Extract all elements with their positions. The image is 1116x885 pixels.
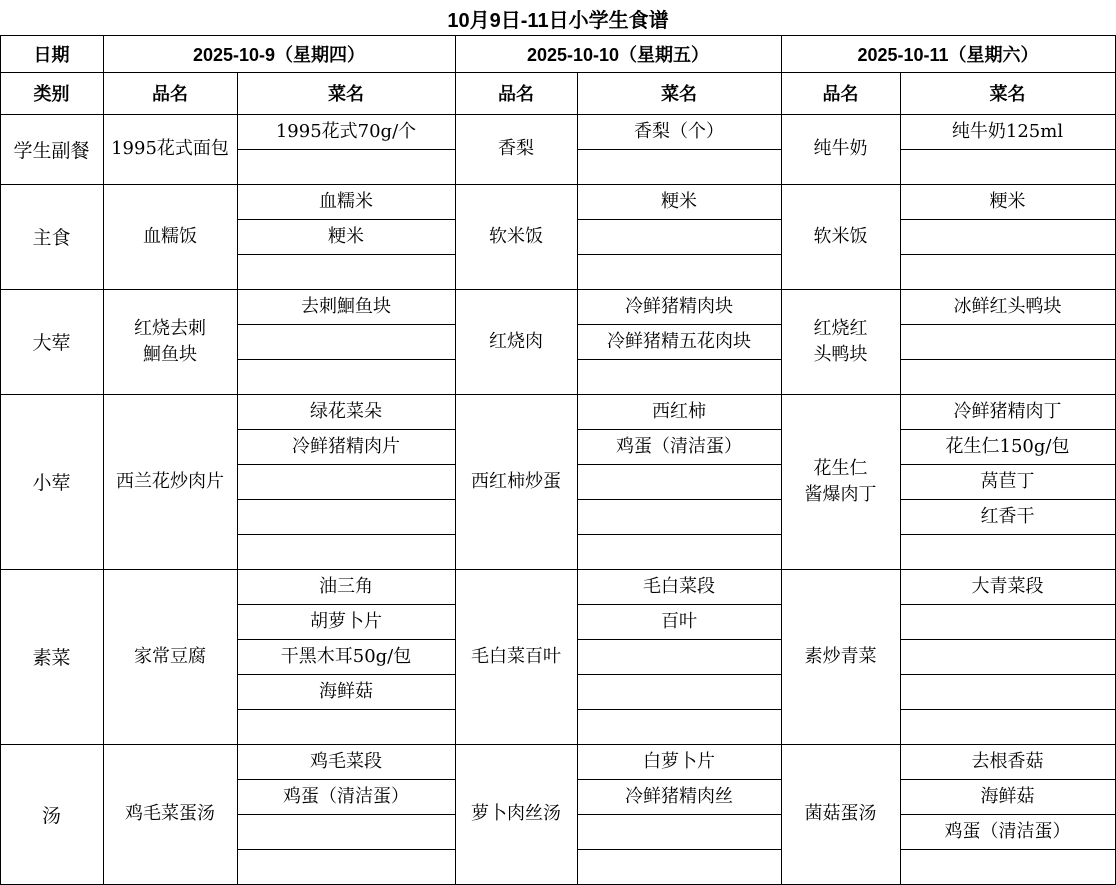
ingredient-cell: 粳米 bbox=[661, 190, 697, 212]
ingredient-cell: 花生仁150g/包 bbox=[945, 435, 1070, 457]
ingredient-cell bbox=[900, 639, 1115, 674]
grid-line bbox=[900, 324, 1116, 325]
ingredient-cell: 纯牛奶125ml bbox=[951, 120, 1064, 142]
ingredient-cell: 粳米 bbox=[328, 225, 364, 247]
ingredient-cell bbox=[900, 534, 1115, 569]
ingredient-cell: 香梨（个） bbox=[634, 120, 724, 142]
ingredient-cell bbox=[237, 464, 455, 499]
grid-line bbox=[0, 72, 1116, 73]
category-label: 类别 bbox=[33, 84, 70, 104]
grid-line bbox=[900, 674, 1116, 675]
ingredient-column-header: 菜名 bbox=[661, 84, 697, 104]
grid-line bbox=[237, 534, 456, 535]
ingredient-cell bbox=[900, 359, 1115, 394]
ingredient-cell: 白萝卜片 bbox=[643, 750, 715, 772]
page-title: 10月9日-11日小学生食谱 bbox=[447, 9, 669, 32]
ingredient-cell: 红香干 bbox=[980, 505, 1035, 527]
grid-line bbox=[577, 814, 782, 815]
category-cell: 小荤 bbox=[32, 473, 71, 494]
ingredient-cell: 粳米 bbox=[989, 190, 1026, 212]
dish-column-header: 品名 bbox=[498, 84, 534, 104]
ingredient-cell: 鸡蛋（清洁蛋） bbox=[616, 435, 742, 457]
grid-line bbox=[781, 35, 782, 885]
dish-cell: 素炒青菜 bbox=[804, 645, 877, 667]
grid-line bbox=[577, 674, 782, 675]
ingredient-cell bbox=[900, 849, 1115, 884]
grid-line bbox=[900, 814, 1116, 815]
ingredient-cell: 绿花菜朵 bbox=[310, 400, 382, 422]
grid-line bbox=[900, 464, 1116, 465]
grid-line bbox=[577, 534, 782, 535]
grid-line bbox=[577, 359, 782, 360]
dish-cell: 菌菇蛋汤 bbox=[804, 803, 877, 824]
category-cell: 大荤 bbox=[32, 333, 71, 354]
date-header: 2025-10-11（星期六） bbox=[857, 44, 1039, 65]
dish-cell: 1995花式面包 bbox=[111, 138, 229, 159]
ingredient-cell: 莴苣丁 bbox=[980, 470, 1035, 492]
ingredient-column-header: 菜名 bbox=[989, 84, 1026, 104]
grid-line bbox=[237, 219, 456, 220]
ingredient-cell: 冷鲜猪精肉片 bbox=[292, 435, 400, 457]
ingredient-cell: 冷鲜猪精五花肉块 bbox=[607, 330, 751, 352]
ingredient-cell bbox=[237, 254, 455, 289]
ingredient-cell: 冷鲜猪精肉块 bbox=[625, 295, 733, 317]
dish-column-header: 品名 bbox=[822, 84, 859, 104]
grid-line bbox=[900, 534, 1116, 535]
grid-line bbox=[0, 35, 1, 885]
grid-line bbox=[577, 72, 578, 885]
grid-line bbox=[577, 604, 782, 605]
ingredient-cell bbox=[237, 534, 455, 569]
ingredient-cell: 去刺鮰鱼块 bbox=[301, 295, 391, 317]
grid-line bbox=[237, 499, 456, 500]
ingredient-cell bbox=[900, 324, 1115, 359]
ingredient-cell bbox=[577, 359, 781, 394]
ingredient-cell bbox=[237, 814, 455, 849]
dish-cell: 花生仁 酱爆肉丁 bbox=[804, 457, 877, 505]
category-cell: 汤 bbox=[41, 805, 61, 827]
ingredient-column-header: 菜名 bbox=[328, 84, 364, 104]
grid-line bbox=[0, 35, 1116, 36]
ingredient-cell: 油三角 bbox=[319, 575, 373, 597]
date-header: 2025-10-10（星期五） bbox=[526, 44, 710, 65]
grid-line bbox=[237, 814, 456, 815]
ingredient-cell: 鸡蛋（清洁蛋） bbox=[283, 785, 409, 807]
grid-line bbox=[900, 359, 1116, 360]
grid-line bbox=[0, 744, 1116, 745]
grid-line bbox=[237, 709, 456, 710]
grid-line bbox=[455, 35, 456, 885]
ingredient-cell bbox=[577, 814, 781, 849]
grid-line bbox=[0, 394, 1116, 395]
grid-line bbox=[237, 72, 238, 885]
dish-cell: 毛白菜百叶 bbox=[471, 645, 561, 667]
grid-line bbox=[0, 184, 1116, 185]
grid-line bbox=[577, 639, 782, 640]
ingredient-cell: 冰鲜红头鸭块 bbox=[953, 295, 1062, 317]
dish-cell: 红烧肉 bbox=[489, 330, 543, 352]
dish-cell: 鸡毛菜蛋汤 bbox=[125, 803, 215, 824]
ingredient-cell: 血糯米 bbox=[319, 190, 373, 212]
grid-line bbox=[577, 779, 782, 780]
grid-line bbox=[900, 639, 1116, 640]
ingredient-cell: 鸡毛菜段 bbox=[310, 750, 382, 772]
dish-cell: 西红柿炒蛋 bbox=[471, 470, 561, 492]
grid-line bbox=[900, 779, 1116, 780]
ingredient-cell bbox=[577, 254, 781, 289]
grid-line bbox=[577, 499, 782, 500]
grid-line bbox=[900, 254, 1116, 255]
grid-line bbox=[237, 849, 456, 850]
grid-line bbox=[237, 359, 456, 360]
grid-line bbox=[900, 72, 901, 885]
ingredient-cell: 百叶 bbox=[661, 610, 697, 632]
grid-line bbox=[237, 324, 456, 325]
dish-cell: 西兰花炒肉片 bbox=[116, 470, 224, 492]
grid-line bbox=[900, 219, 1116, 220]
ingredient-cell bbox=[577, 709, 781, 744]
ingredient-cell bbox=[900, 219, 1115, 254]
ingredient-cell bbox=[900, 709, 1115, 744]
ingredient-cell: 西红柿 bbox=[652, 400, 706, 422]
ingredient-cell bbox=[237, 359, 455, 394]
dish-cell: 血糯饭 bbox=[143, 225, 197, 247]
grid-line bbox=[900, 604, 1116, 605]
grid-line bbox=[577, 324, 782, 325]
ingredient-cell bbox=[577, 219, 781, 254]
category-cell: 素菜 bbox=[32, 648, 71, 669]
grid-line bbox=[0, 114, 1116, 115]
grid-line bbox=[237, 639, 456, 640]
ingredient-cell bbox=[577, 499, 781, 534]
grid-line bbox=[900, 149, 1116, 150]
grid-line bbox=[237, 149, 456, 150]
category-cell: 学生副餐 bbox=[13, 140, 90, 162]
dish-column-header: 品名 bbox=[152, 84, 188, 104]
ingredient-cell bbox=[577, 849, 781, 884]
ingredient-cell bbox=[577, 464, 781, 499]
grid-line bbox=[577, 149, 782, 150]
dish-cell: 红烧红 头鸭块 bbox=[813, 317, 868, 365]
grid-line bbox=[577, 219, 782, 220]
grid-line bbox=[900, 499, 1116, 500]
grid-line bbox=[900, 429, 1116, 430]
grid-line bbox=[237, 779, 456, 780]
ingredient-cell: 毛白菜段 bbox=[643, 575, 715, 597]
grid-line bbox=[0, 289, 1116, 290]
ingredient-cell bbox=[237, 499, 455, 534]
ingredient-cell bbox=[577, 534, 781, 569]
ingredient-cell: 海鲜菇 bbox=[980, 785, 1035, 807]
ingredient-cell bbox=[577, 639, 781, 674]
ingredient-cell: 冷鲜猪精肉丁 bbox=[953, 400, 1062, 422]
date-header: 2025-10-9（星期四） bbox=[192, 44, 366, 65]
ingredient-cell bbox=[900, 674, 1115, 709]
ingredient-cell: 干黑木耳50g/包 bbox=[280, 645, 412, 667]
dish-cell: 软米饭 bbox=[489, 225, 543, 247]
date-label: 日期 bbox=[33, 44, 70, 65]
grid-line bbox=[577, 849, 782, 850]
grid-line bbox=[103, 35, 104, 885]
ingredient-cell bbox=[577, 149, 781, 184]
dish-cell: 萝卜肉丝汤 bbox=[471, 803, 561, 824]
ingredient-cell: 海鲜菇 bbox=[319, 680, 373, 702]
grid-line bbox=[900, 709, 1116, 710]
grid-line bbox=[0, 569, 1116, 570]
ingredient-cell bbox=[237, 149, 455, 184]
grid-line bbox=[577, 254, 782, 255]
dish-cell: 纯牛奶 bbox=[813, 138, 868, 159]
grid-line bbox=[237, 604, 456, 605]
ingredient-cell: 去根香菇 bbox=[971, 750, 1044, 772]
ingredient-cell: 鸡蛋（清洁蛋） bbox=[944, 820, 1071, 842]
dish-cell: 软米饭 bbox=[813, 225, 868, 247]
ingredient-cell bbox=[237, 849, 455, 884]
grid-line bbox=[577, 709, 782, 710]
grid-line bbox=[237, 429, 456, 430]
category-cell: 主食 bbox=[32, 228, 71, 249]
grid-line bbox=[237, 464, 456, 465]
ingredient-cell: 胡萝卜片 bbox=[310, 610, 382, 632]
ingredient-cell bbox=[900, 149, 1115, 184]
dish-cell: 家常豆腐 bbox=[134, 645, 206, 667]
dish-cell: 香梨 bbox=[498, 138, 534, 159]
grid-line bbox=[577, 464, 782, 465]
ingredient-cell bbox=[900, 604, 1115, 639]
grid-line bbox=[237, 254, 456, 255]
ingredient-cell bbox=[237, 709, 455, 744]
ingredient-cell bbox=[900, 254, 1115, 289]
grid-line bbox=[577, 429, 782, 430]
grid-line bbox=[900, 849, 1116, 850]
ingredient-cell bbox=[237, 324, 455, 359]
dish-cell: 红烧去刺 鮰鱼块 bbox=[134, 317, 206, 365]
ingredient-cell: 大青菜段 bbox=[971, 575, 1044, 597]
ingredient-cell bbox=[577, 674, 781, 709]
ingredient-cell: 冷鲜猪精肉丝 bbox=[625, 785, 733, 807]
ingredient-cell: 1995花式70g/个 bbox=[275, 120, 417, 142]
grid-line bbox=[237, 674, 456, 675]
